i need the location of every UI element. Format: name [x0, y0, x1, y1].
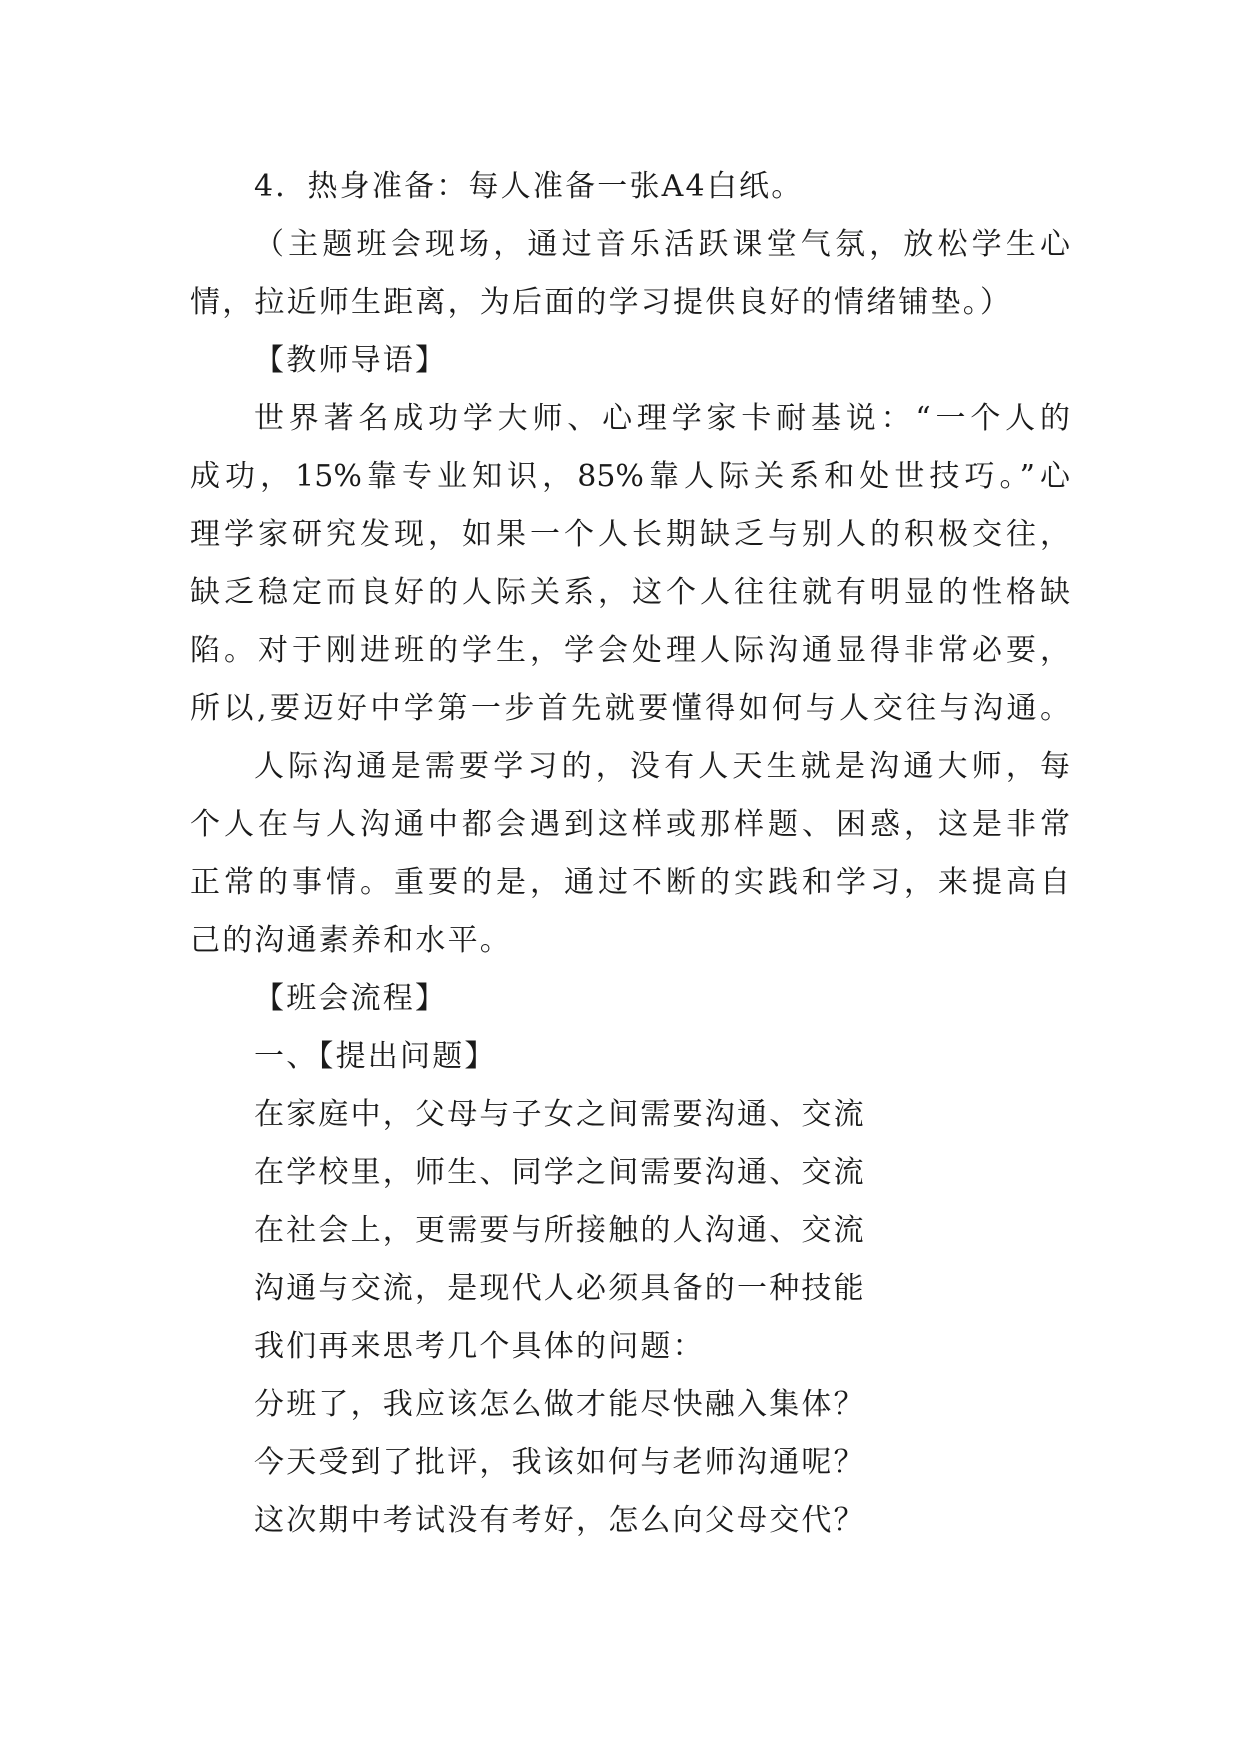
paragraph-line: 缺乏稳定而良好的人际关系，这个人往往就有明显的性格缺 [190, 575, 1070, 610]
list-line: 我们再来思考几个具体的问题： [254, 1329, 705, 1364]
paragraph-line: 世界著名成功学大师、心理学家卡耐基说：“一个人的 [254, 401, 1070, 436]
section-heading-meeting-process: 【班会流程】 [254, 981, 448, 1016]
paragraph-line: 理学家研究发现，如果一个人长期缺乏与别人的积极交往， [190, 517, 1070, 552]
paragraph-line: （主题班会现场，通过音乐活跃课堂气氛，放松学生心 [254, 227, 1070, 262]
paragraph-line: 己的沟通素养和水平。 [190, 923, 512, 958]
question-line: 今天受到了批评，我该如何与老师沟通呢？ [254, 1445, 866, 1480]
paragraph-line: 个人在与人沟通中都会遇到这样或那样题、困惑，这是非常 [190, 807, 1070, 842]
question-line: 这次期中考试没有考好，怎么向父母交代？ [254, 1503, 866, 1538]
paragraph-line: 情，拉近师生距离，为后面的学习提供良好的情绪铺垫。） [190, 285, 1013, 320]
paragraph-line: 人际沟通是需要学习的，没有人天生就是沟通大师，每 [254, 749, 1070, 784]
list-line: 在学校里，师生、同学之间需要沟通、交流 [254, 1155, 866, 1190]
subsection-heading-raise-questions: 一、【提出问题】 [254, 1039, 497, 1074]
section-heading-teacher-intro: 【教师导语】 [254, 343, 448, 378]
paragraph-line: 正常的事情。重要的是，通过不断的实践和学习，来提高自 [190, 865, 1070, 900]
paragraph-line: 陷。对于刚进班的学生，学会处理人际沟通显得非常必要， [190, 633, 1070, 668]
paragraph-line: 所以,要迈好中学第一步首先就要懂得如何与人交往与沟通。 [190, 691, 1070, 726]
warmup-prep-line: 4．热身准备：每人准备一张A4白纸。 [254, 169, 804, 204]
list-line: 沟通与交流，是现代人必须具备的一种技能 [254, 1271, 866, 1306]
list-line: 在社会上，更需要与所接触的人沟通、交流 [254, 1213, 866, 1248]
question-line: 分班了，我应该怎么做才能尽快融入集体？ [254, 1387, 866, 1422]
paragraph-line: 成功，15%靠专业知识，85%靠人际关系和处世技巧。”心 [190, 459, 1070, 494]
list-line: 在家庭中，父母与子女之间需要沟通、交流 [254, 1097, 866, 1132]
